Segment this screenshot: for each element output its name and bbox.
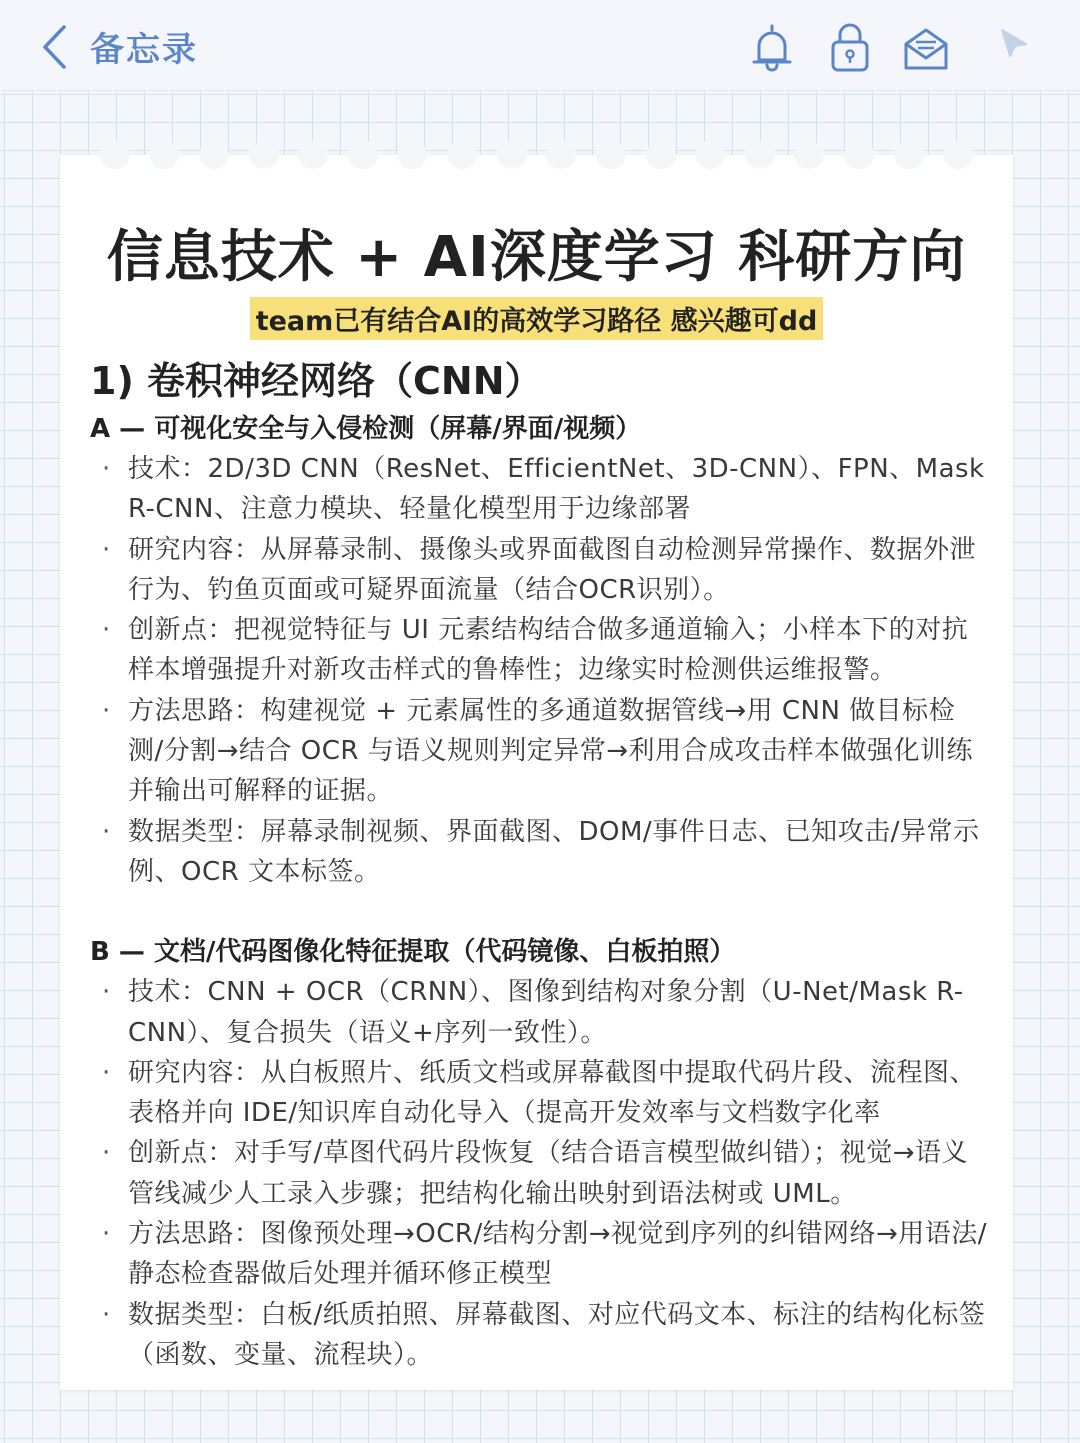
list-item: · 技术：CNN + OCR（CRNN）、图像到结构对象分割（U-Net/Mask R-CNN）、复合损失（语义+序列一致性）。 [102,977,964,1048]
list-item: · 创新点：把视觉特征与 UI 元素结构结合做多通道输入；小样本下的对抗样本增强提升对新攻击样式的鲁棒性；边缘实时检测供运维报警。 [102,615,969,686]
lock-icon[interactable] [826,22,874,74]
part-a-list [90,449,990,892]
note-subtitle-highlight: team已有结合AI的高效学习路径 感兴趣可dd [250,297,824,340]
bell-icon[interactable] [748,22,796,74]
memo-paper [60,155,1013,1390]
list-item: · 研究内容：从屏幕录制、摄像头或界面截图自动检测异常操作、数据外泄行为、钓鱼页面或可疑界面流量（结合OCR识别）。 [102,534,977,605]
list-item: · 方法思路：构建视觉 + 元素属性的多通道数据管线→用 CNN 做目标检测/分割→结合 OCR 与语义规则判定异常→利用合成攻击样本做强化训练并输出可解释的证据。 [102,695,974,807]
list-item: · 数据类型：屏幕录制视频、界面截图、DOM/事件日志、已知攻击/异常示例、OCR 文本标签。 [102,816,980,887]
note-title: 信息技术 + AI深度学习 科研方向 [106,225,967,290]
mail-icon[interactable] [902,22,950,74]
top-navigation-bar [0,0,1080,91]
part-b-list [90,972,990,1375]
list-item: · 数据类型：白板/纸质拍照、屏幕截图、对应代码文本、标注的结构化标签（函数、变量、流程块）。 [102,1299,986,1370]
list-item: · 方法思路：图像预处理→OCR/结构分割→视觉到序列的纠错网络→用语法/静态检查器做后处理并循环修正模型 [102,1219,988,1290]
part-b-heading: B — 文档/代码图像化特征提取（代码镜像、白板拍照） [90,937,736,968]
list-item: · 创新点：对手写/草图代码片段恢复（结合语言模型做纠错）；视觉→语义管线减少人工录入步骤；把结构化输出映射到语法树或 UML。 [102,1138,969,1209]
back-label: 备忘录 [90,30,198,70]
paper-punch-holes [60,141,1013,169]
pointer-icon[interactable] [996,22,1044,74]
list-item: · 技术：2D/3D CNN（ResNet、EfficientNet、3D-CNN）、FPN、Mask R-CNN、注意力模块、轻量化模型用于边缘部署 [102,454,985,525]
back-button[interactable] [40,22,198,71]
list-item: · 研究内容：从白板照片、纸质文档或屏幕截图中提取代码片段、流程图、表格并向 IDE/知识库自动化导入（提高开发效率与文档数字化率 [102,1057,977,1129]
note-body [90,353,990,1375]
section-heading: 1) 卷积神经网络（CNN） [90,359,543,403]
part-a-heading: A — 可视化安全与入侵检测（屏幕/界面/视频） [90,414,642,444]
back-chevron-icon [40,24,68,70]
